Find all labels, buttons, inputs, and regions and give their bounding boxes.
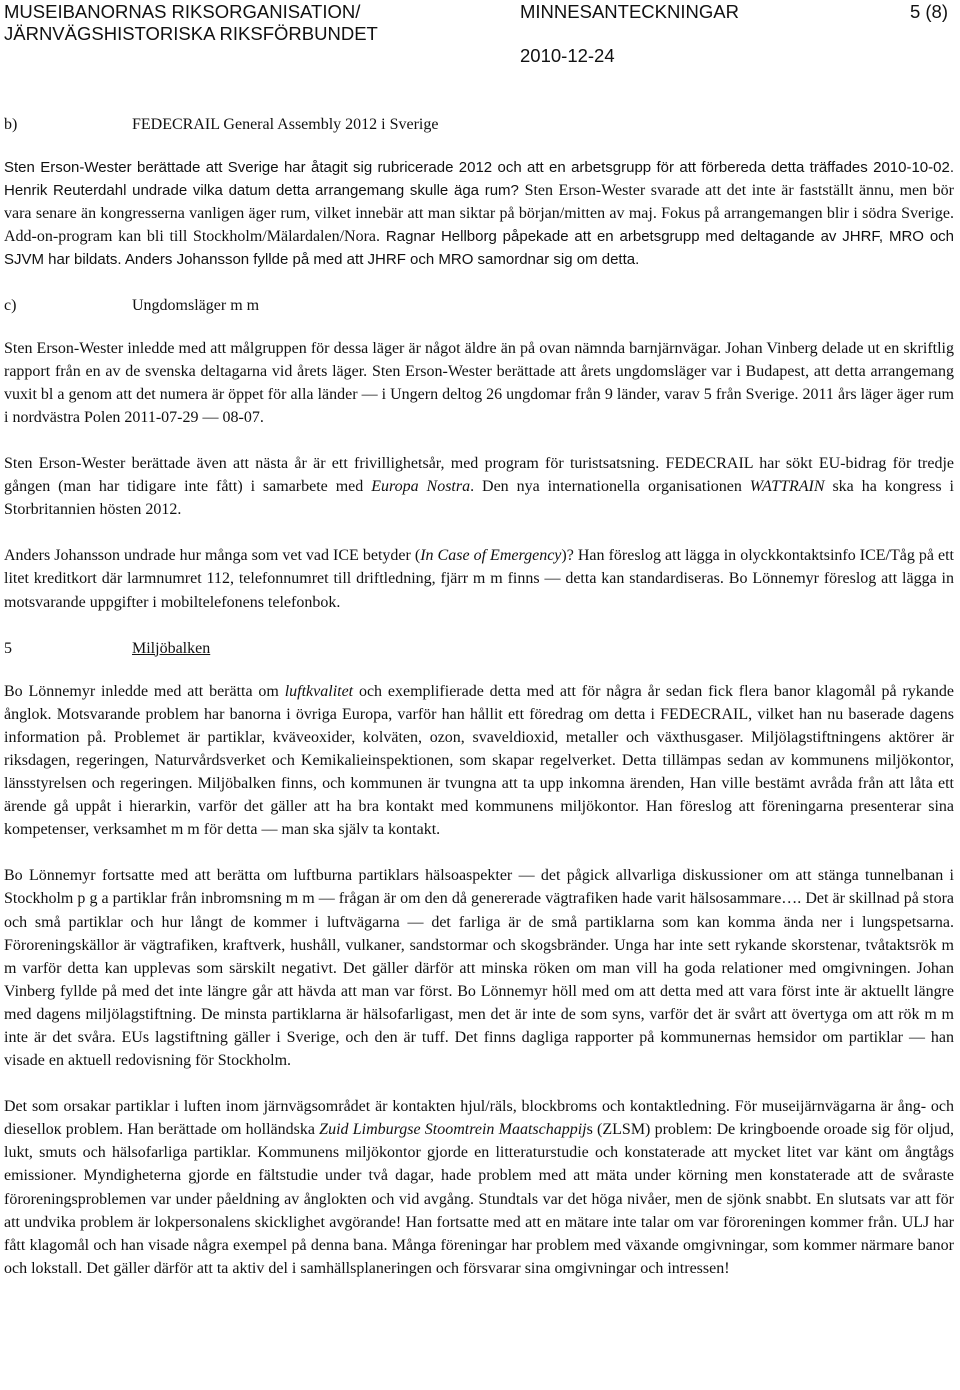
italic-text: In Case of Emergency [420,547,562,565]
paragraph-text: Ragnar Hellborg påpekade att en arbetsgrupp med deltagande av JHRF, MRO och SJVM har bildats. Anders Johansson fyllde på med att JHRF och MRO samordnar sig om detta. [4,228,955,269]
section-title: Miljöbalken [132,639,211,657]
paragraph [4,680,954,842]
document-date: 2010-12-24 [520,45,615,66]
paragraph: Bo Lönnemyr fortsatte med att berätta om luftburna partiklars hälsoaspekter — det pågick allvarliga diskussioner om att stänga tunnelbanan i Stockholm p g a partiklar från inbromsning m m — frågan är om den då genererade vägtrafiken hade varit hälsosammare…. Det är skillnad på stora och små partiklar och hur långt de kommer i luftvägarna — det farliga är de små partiklarna som kan komma ända ner i lungspetsarna. Föroreningskällor är vägtrafiken, kraftverk, hushåll, vulkaner, sandstormar och skogsbränder. Unga har inte sett rykande skorstenar, tvåtaktsrök m m varför detta kan upplevas som särskilt negativt. Det gäller därför att minska röken om man vill ha goda relationer med omgivningen. Johan Vinberg fyllde på med det inte längre går att hävda att man var först. Bo Lönnemyr höll med om att detta med att vara först inte är aktuellt längre med dagens miljölagstiftning. De minsta partiklarna är hälsofarligast, men det är inte de som syns, varför det är svårt att övertyga om att rök m m inte är det svåra. EUs lagstiftning gäller i Sverige, och den är tuff. Det finns dagliga rapporter på kommunernas hemsidor om partiklar — han visade en aktuell redovisning för Stockholm. [4,867,954,1070]
section-heading-b [4,113,954,136]
paragraph [4,1095,954,1280]
paragraph-text: Anders Johansson undrade hur många som vet vad ICE betyder ( [4,547,421,565]
paragraph-text: ska ha kongress i Storbritannien hösten 2012. [4,478,954,519]
section-number: c) [4,296,17,314]
section-number: b) [4,116,18,133]
paragraph-text: och exemplifierade detta med att för några år sedan fick flera banor klagomål på rykande ånglok. Motsvarande problem har banorna i övriga Europa, varför han hållit ett föredrag om detta i FEDECRAIL, vilket han nu baserade dagens information på. Problemet är partiklar, kväveoxider, kolväten, ozon, svaveldioxid, metaller och växthusgaser. Miljölagstiftningens aktörer är riksdagen, regeringen, Naturvårdsverket och Kemikalieinspektionen, som skapar regelverket. Detta tillämpas sedan av kommunens miljökontor, länsstyrelsen och regeringen. Miljöbalken finns, och kommunen är tvungna att ta upp inkomna ärenden, Han ville bestämt avråda från att låta ett ärende gå uppåt i hierarkin, varför det gäller att ha bra kontakt med kommunens miljökontor. Han föreslog att föreningarna presenterar sina kompetenser, verksamhet m m för detta — man ska själv ta kontakt. [4,682,955,839]
paragraph-text: Sten Erson-Wester svarade att det inte är fastställt ännu, men bör vara senare än kongresserna vanligen äger rum, vilket innebär att man siktar på början/mitten av maj. Fokus på arrangemangen blir i södra Sverige. Add-on-program kan bli till Stockholm/Mälardalen/Nora. [4,182,954,246]
page-header [0,0,960,70]
org-line-2: JÄRNVÄGSHISTORISKA RIKSFÖRBUNDET [4,23,378,44]
section-title: FEDECRAIL General Assembly 2012 i Sverige [132,116,439,133]
document-body [4,113,954,1303]
paragraph-text: Det som orsakar partiklar i luften inom järnvägsområdet är kontakten hjul/räls, blockbroms och kontaktledning. För museijärnvägarna är ång- och dieselloк problem. Han berättade om holländska [4,1098,954,1139]
paragraph-text: )? Han föreslog att lägga in olyckkontaktsinfo ICE/Tåg på ett litet kreditkort där larmnumret 112, telefonnumret till driftledning, fjärr m m finns — detta kan standardiseras. Bo Lönnemyr föreslog att lägga in motsvarande uppgifter i mobiltelefonens telefonbok. [4,547,955,611]
paragraph-text: Sten Erson-Wester berättade även att nästa år är ett frivillighetsår, med program för turistsatsning. FEDECRAIL har sökt EU-bidrag för tredje gången (man har tidigare inte fått) i samarbete med [4,455,954,496]
section-heading-5 [4,637,954,660]
paragraph [4,544,954,613]
paragraph [4,452,954,521]
paragraph-text: s (ZLSM) problem: De kringboende oroade sig för oljud, lukt, smuts och hälsofarliga partiklar. Kommunens miljökontor gjorde en litteraturstudie och konstaterade att mycket litet var känt om ångtågs emissioner. Myndigheterna gjorde en fältstudie under två dagar, hade problem med att mäta under körning men konstaterade att de svåraste föroreningsproblemen var under påeldning av ånglokten och vid avgång. Stundtals var det höga nivåer, men de sjönk snabbt. En slutsats var att för att undvika problem är lokpersonalens skicklighet avgörande! Han fortsatte med att en mätare inte talar om var föroreningen kommer från. ULJ har fått klagomål och han visade några exempel på denna bana. Många föreningar har problem med växande omgivningar, som kommer närmare banor och lokstall. Det gäller därför att ta aktiv del i samhällsplaneringen och försvarar sina omgivningar och intressen! [4,1121,955,1277]
section-title: Ungdomsläger m m [132,296,260,314]
paragraph-text: Sten Erson-Wester berättade att Sverige har åtagit sig rubricerade 2012 och att en arbetsgrupp för att förbereda detta träffades 2010-10-02. Henrik Reuterdahl undrade vilka datum detta arrangemang skulle äga rum? [4,159,954,200]
italic-text: Europa Nostra [371,478,471,496]
section-number: 5 [4,639,12,657]
section-heading-c [4,294,954,317]
organization-name [4,1,378,45]
page-number: 5 (8) [909,1,948,22]
paragraph: Sten Erson-Wester inledde med att målgruppen för dessa läger är något äldre än på ovan nämnda barnjärnvägar. Johan Vinberg delade ut en skriftlig rapport från en av de svenska deltagarna vid årets läger. Sten Erson-Wester berättade att årets ungdomsläger var i Budapest, att detta arrangemang vuxit bl a genom att det numera är öppet för alla länder — i Ungern deltog 26 ungdomar från 9 länder, varav 5 från Sverige. 2011 års läger äger rum i nordvästra Polen 2011-07-29 — 08-07. [4,339,954,426]
document-type: MINNESANTECKNINGAR [520,1,739,22]
paragraph [4,156,954,271]
italic-text: WATTRAIN [749,478,825,496]
paragraph-text: Bo Lönnemyr inledde med att berätta om [4,682,285,700]
org-line-1: MUSEIBANORNAS RIKSORGANISATION/ [4,1,361,22]
italic-text: Zuid Limburgse Stoomtrein Maatschappij [319,1121,587,1139]
italic-text: luftkvalitet [284,682,354,700]
paragraph-text: . Den nya internationella organisationen [470,478,750,496]
